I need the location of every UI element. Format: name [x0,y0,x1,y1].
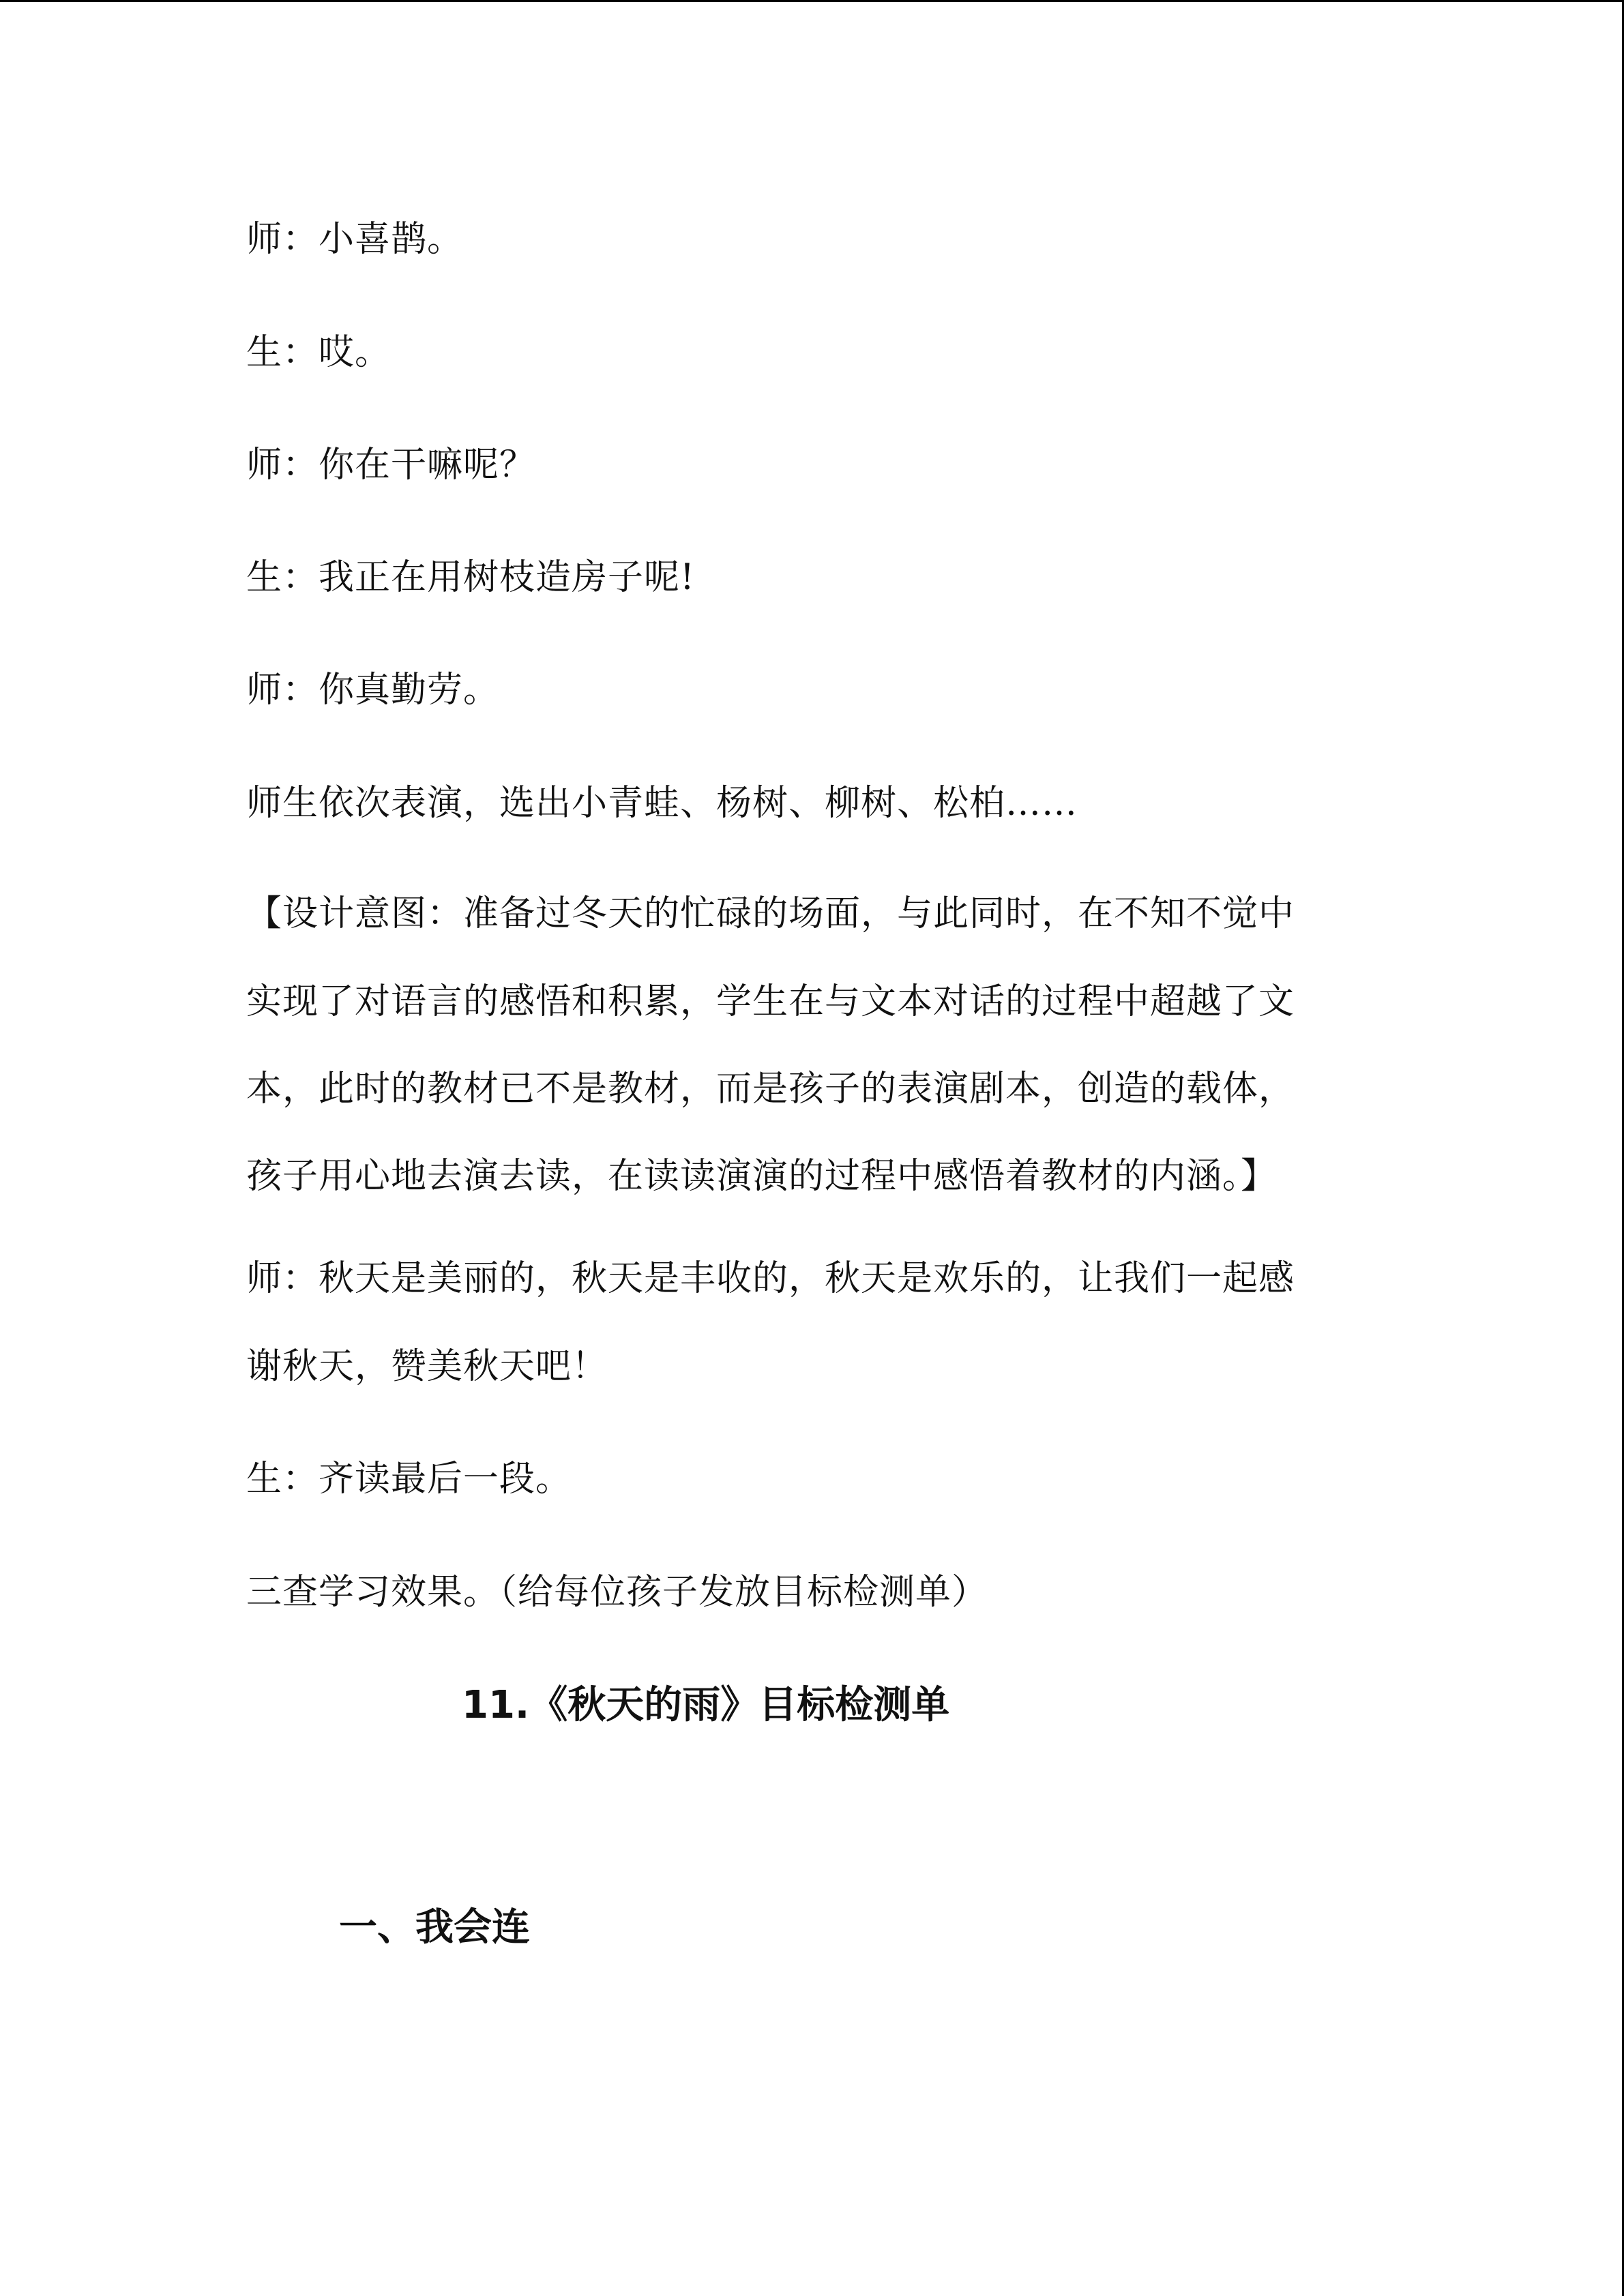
dialogue-line: 师：你真勤劳。 [246,670,500,711]
design-intent-line: 孩子用心地去演去读，在读读演演的过程中感悟着教材的内涵。】 [246,1156,1278,1197]
design-intent-line: 【设计意图：准备过冬天的忙碌的场面，与此同时，在不知不觉中 [246,893,1295,934]
dialogue-line: 生：哎。 [246,332,392,373]
dialogue-line: 生：我正在用树枝造房子呢! [246,557,695,598]
design-intent-line: 本，此时的教材已不是教材，而是孩子的表演剧本，创造的载体， [246,1069,1295,1109]
section-heading: 一、我会连 [339,1905,530,1950]
dialogue-line: 师：秋天是美丽的，秋天是丰收的，秋天是欢乐的，让我们一起感 [246,1258,1295,1299]
page-top-edge [0,0,1624,2]
dialogue-line: 师：你在干嘛呢？ [246,445,536,486]
dialogue-line: 生：齐读最后一段。 [246,1459,572,1500]
dialogue-line: 谢秋天，赞美秋天吧！ [246,1346,608,1387]
dialogue-line: 师：小喜鹊。 [246,219,464,260]
worksheet-title: 11.《秋天的雨》目标检测单 [462,1683,950,1727]
body-paragraph: 三查学习效果。（给每位孩子发放目标检测单） [246,1572,988,1613]
body-paragraph: 师生依次表演，选出小青蛙、杨树、柳树、松柏…… [246,783,1078,824]
design-intent-line: 实现了对语言的感悟和积累，学生在与文本对话的过程中超越了文 [246,981,1295,1022]
